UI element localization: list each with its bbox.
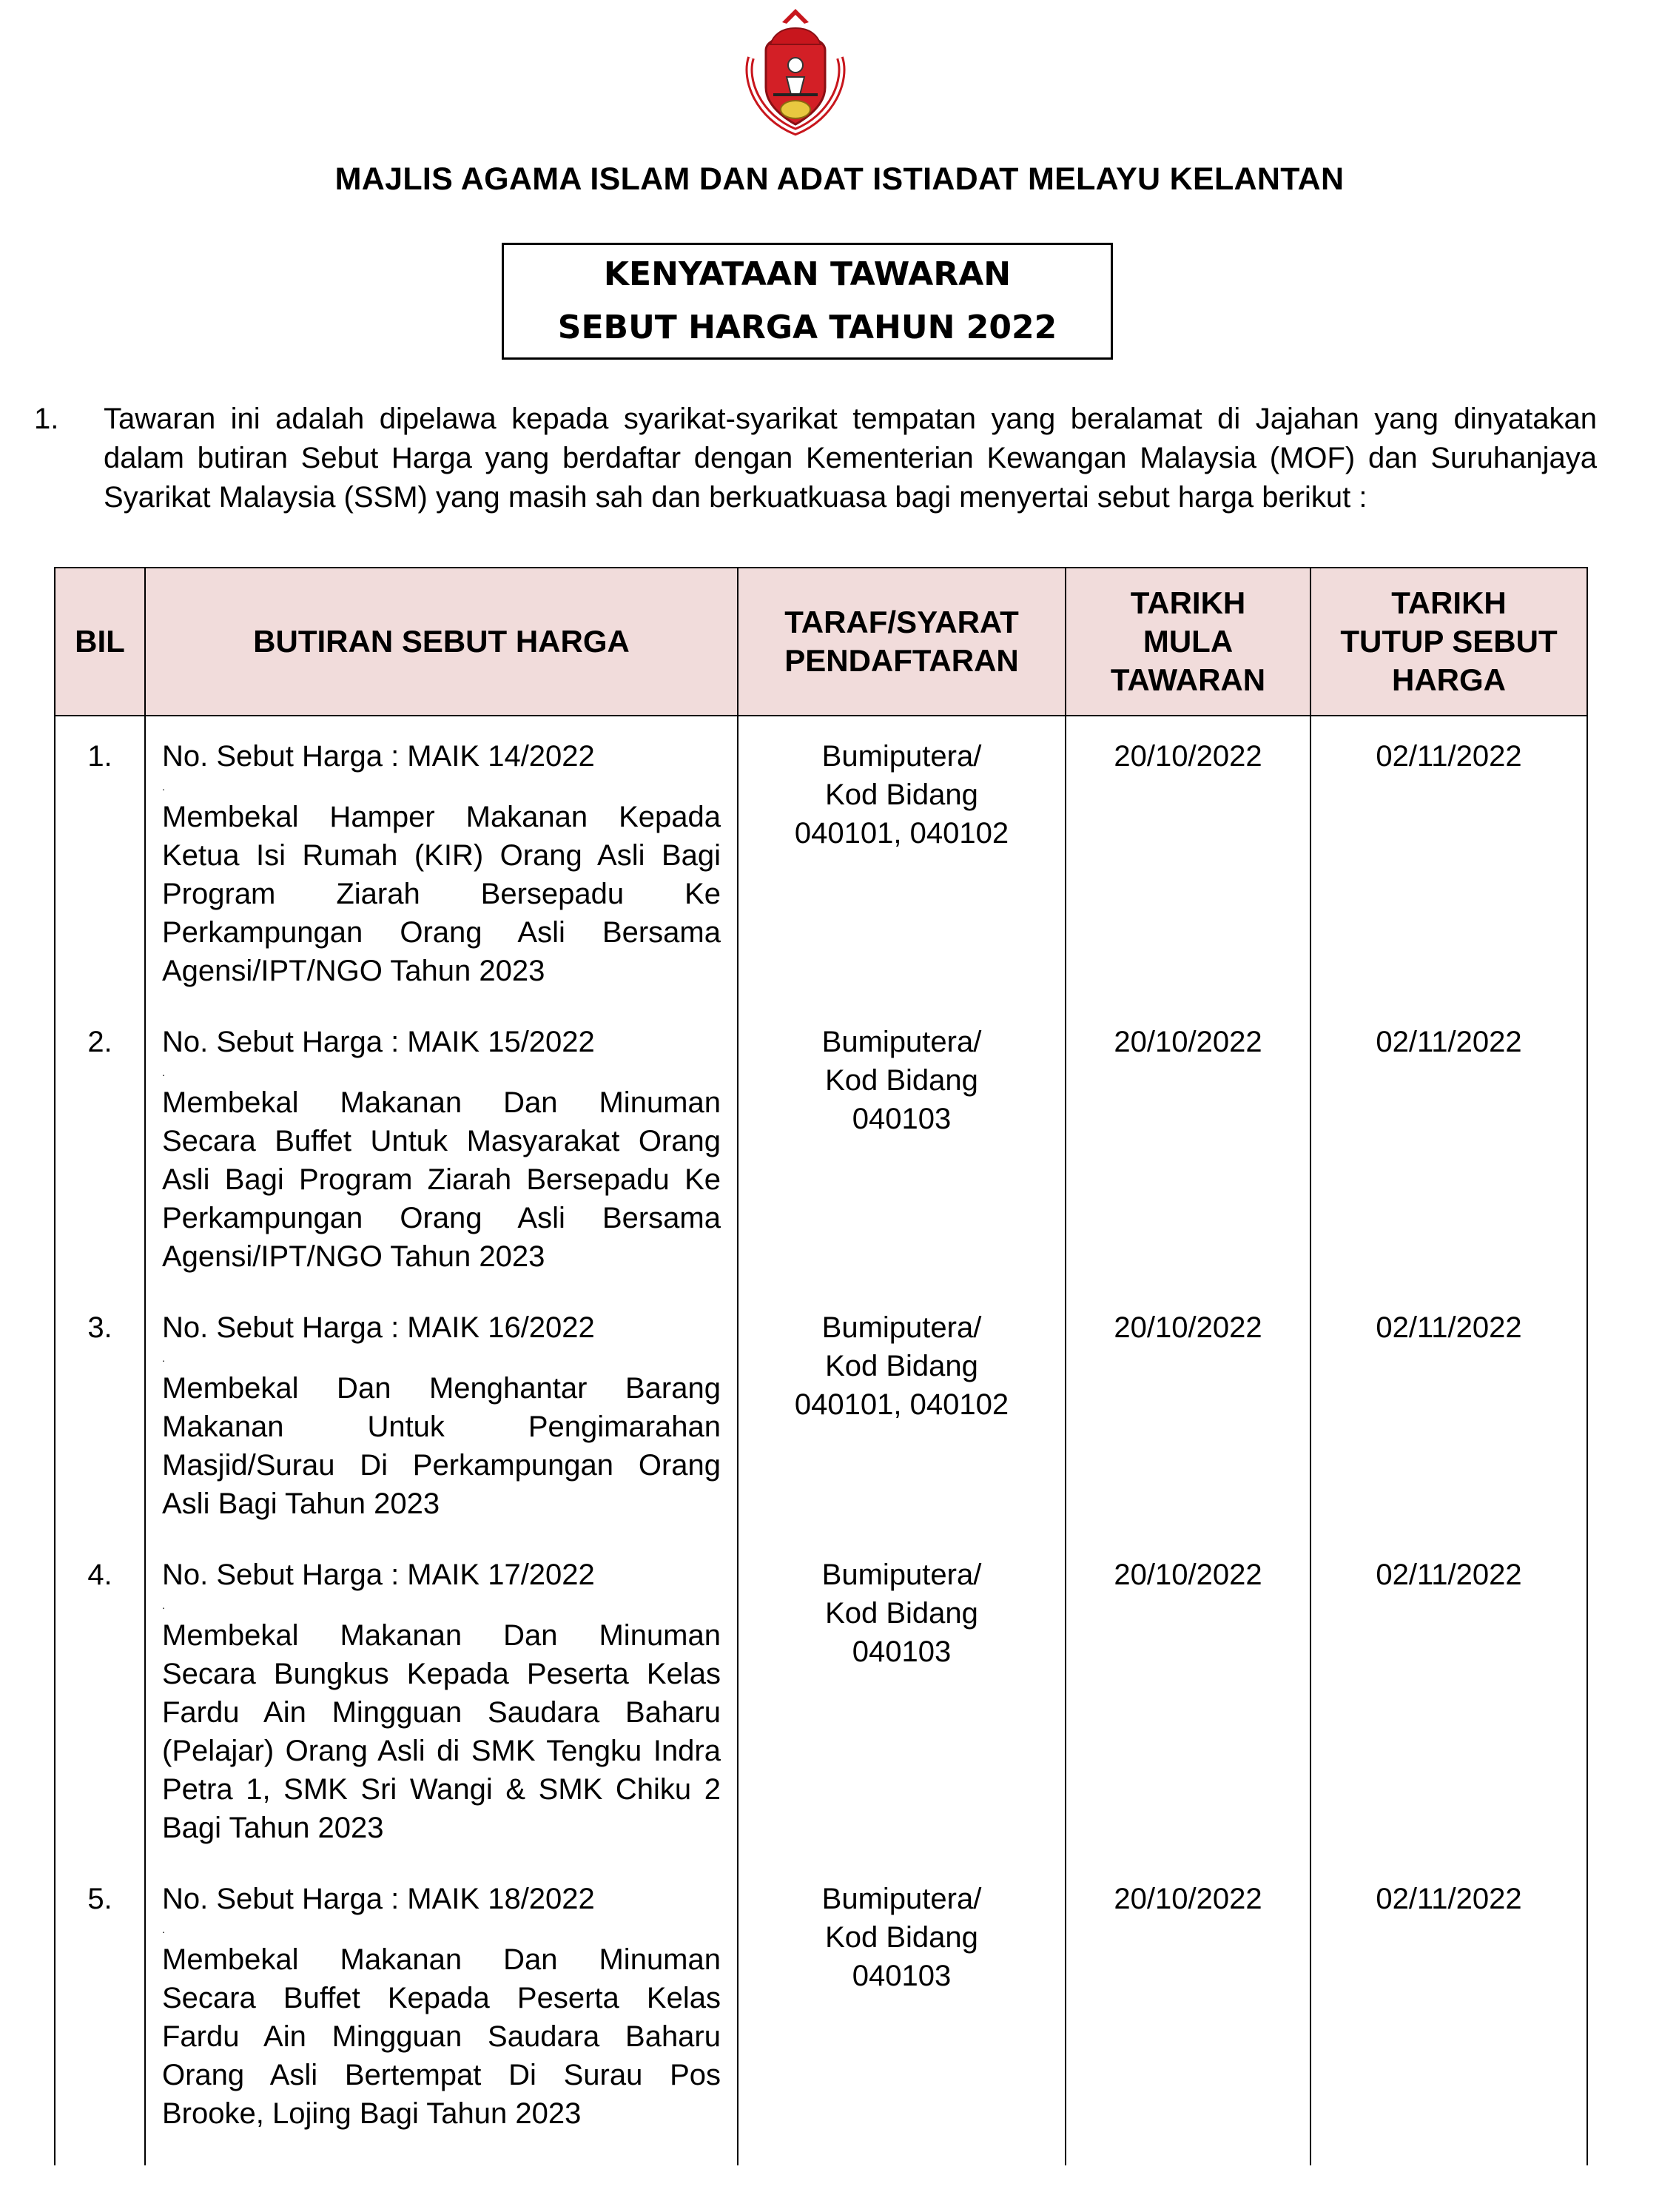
row-tarikh-tutup: 02/11/2022 <box>1310 716 1587 1023</box>
row-taraf: Bumiputera/ Kod Bidang 040101, 040102 <box>738 716 1066 1023</box>
row-butiran <box>145 1308 738 1556</box>
header-tarikh-mula: TARIKH MULA TAWARAN <box>1066 568 1310 716</box>
row-dot: . <box>162 781 165 793</box>
row-butiran <box>145 1880 738 2165</box>
row-butiran <box>145 716 738 1023</box>
row-tarikh-mula: 20/10/2022 <box>1066 1308 1310 1556</box>
row-ref: No. Sebut Harga : MAIK 15/2022 <box>162 1026 595 1058</box>
table-header-row <box>55 568 1587 716</box>
state-crest-icon <box>721 6 869 139</box>
row-tarikh-tutup: 02/11/2022 <box>1310 1308 1587 1556</box>
header-tarikh-tutup: TARIKH TUTUP SEBUT HARGA <box>1310 568 1587 716</box>
row-bil: 3. <box>55 1308 145 1556</box>
row-dot: . <box>162 1066 165 1078</box>
announcement-title-box <box>502 243 1113 360</box>
header-bil: BIL <box>55 568 145 716</box>
row-dot: . <box>162 1923 165 1935</box>
row-bil: 4. <box>55 1556 145 1880</box>
table-row <box>55 1023 1587 1308</box>
intro-text: Tawaran ini adalah dipelawa kepada syarikat-syarikat tempatan yang beralamat di Jajahan yang dinyatakan dalam butiran Sebut Harga yang berdaftar dengan Kementerian Kewangan Malaysia (MOF) dan Suruhanjaya Syarikat Malaysia (SSM) yang masih sah dan berkuatkuasa bagi menyertai sebut harga berikut : <box>104 403 1597 514</box>
row-description: Membekal Makanan Dan Minuman Secara Buffet Kepada Peserta Kelas Fardu Ain Mingguan Saudara Baharu Orang Asli Bertempat Di Surau Pos Brooke, Lojing Bagi Tahun 2023 <box>162 1943 721 2130</box>
row-taraf: Bumiputera/ Kod Bidang 040103 <box>738 1880 1066 2165</box>
row-ref: No. Sebut Harga : MAIK 14/2022 <box>162 740 595 773</box>
row-tarikh-tutup: 02/11/2022 <box>1310 1556 1587 1880</box>
table-row <box>55 1308 1587 1556</box>
table-row <box>55 1880 1587 2165</box>
header-taraf: TARAF/SYARAT PENDAFTARAN <box>738 568 1066 716</box>
row-taraf: Bumiputera/ Kod Bidang 040101, 040102 <box>738 1308 1066 1556</box>
row-tarikh-mula: 20/10/2022 <box>1066 1023 1310 1308</box>
quotation-table <box>54 567 1588 2165</box>
row-dot: . <box>162 1352 165 1364</box>
row-ref: No. Sebut Harga : MAIK 17/2022 <box>162 1559 595 1591</box>
row-taraf: Bumiputera/ Kod Bidang 040103 <box>738 1023 1066 1308</box>
row-description: Membekal Dan Menghantar Barang Makanan Untuk Pengimarahan Masjid/Surau Di Perkampungan Orang Asli Bagi Tahun 2023 <box>162 1372 721 1520</box>
row-tarikh-mula: 20/10/2022 <box>1066 716 1310 1023</box>
row-tarikh-tutup: 02/11/2022 <box>1310 1880 1587 2165</box>
row-bil: 1. <box>55 716 145 1023</box>
intro-number: 1. <box>34 403 59 435</box>
row-dot: . <box>162 1599 165 1611</box>
row-ref: No. Sebut Harga : MAIK 16/2022 <box>162 1311 595 1344</box>
row-butiran <box>145 1023 738 1308</box>
row-tarikh-mula: 20/10/2022 <box>1066 1556 1310 1880</box>
row-taraf: Bumiputera/ Kod Bidang 040103 <box>738 1556 1066 1880</box>
intro-paragraph <box>34 400 1597 517</box>
row-description: Membekal Hamper Makanan Kepada Ketua Isi Rumah (KIR) Orang Asli Bagi Program Ziarah Bersepadu Ke Perkampungan Orang Asli Bersama Agensi/IPT/NGO Tahun 2023 <box>162 801 721 987</box>
row-tarikh-tutup: 02/11/2022 <box>1310 1023 1587 1308</box>
row-ref: No. Sebut Harga : MAIK 18/2022 <box>162 1883 595 1915</box>
row-tarikh-mula: 20/10/2022 <box>1066 1880 1310 2165</box>
table-row <box>55 1556 1587 1880</box>
row-description: Membekal Makanan Dan Minuman Secara Bungkus Kepada Peserta Kelas Fardu Ain Mingguan Saudara Baharu (Pelajar) Orang Asli di SMK Tengku Indra Petra 1, SMK Sri Wangi & SMK Chiku 2 Bagi Tahun 2023 <box>162 1619 721 1844</box>
row-bil: 5. <box>55 1880 145 2165</box>
row-bil: 2. <box>55 1023 145 1308</box>
organization-title: MAJLIS AGAMA ISLAM DAN ADAT ISTIADAT MELAYU KELANTAN <box>334 161 1345 197</box>
announcement-title-line2: SEBUT HARGA TAHUN 2022 <box>557 309 1057 346</box>
header-butiran: BUTIRAN SEBUT HARGA <box>145 568 738 716</box>
row-butiran <box>145 1556 738 1880</box>
announcement-title-line1: KENYATAAN TAWARAN <box>603 255 1012 293</box>
row-description: Membekal Makanan Dan Minuman Secara Buffet Untuk Masyarakat Orang Asli Bagi Program Ziarah Bersepadu Ke Perkampungan Orang Asli Bersama Agensi/IPT/NGO Tahun 2023 <box>162 1086 721 1273</box>
table-row <box>55 716 1587 1023</box>
